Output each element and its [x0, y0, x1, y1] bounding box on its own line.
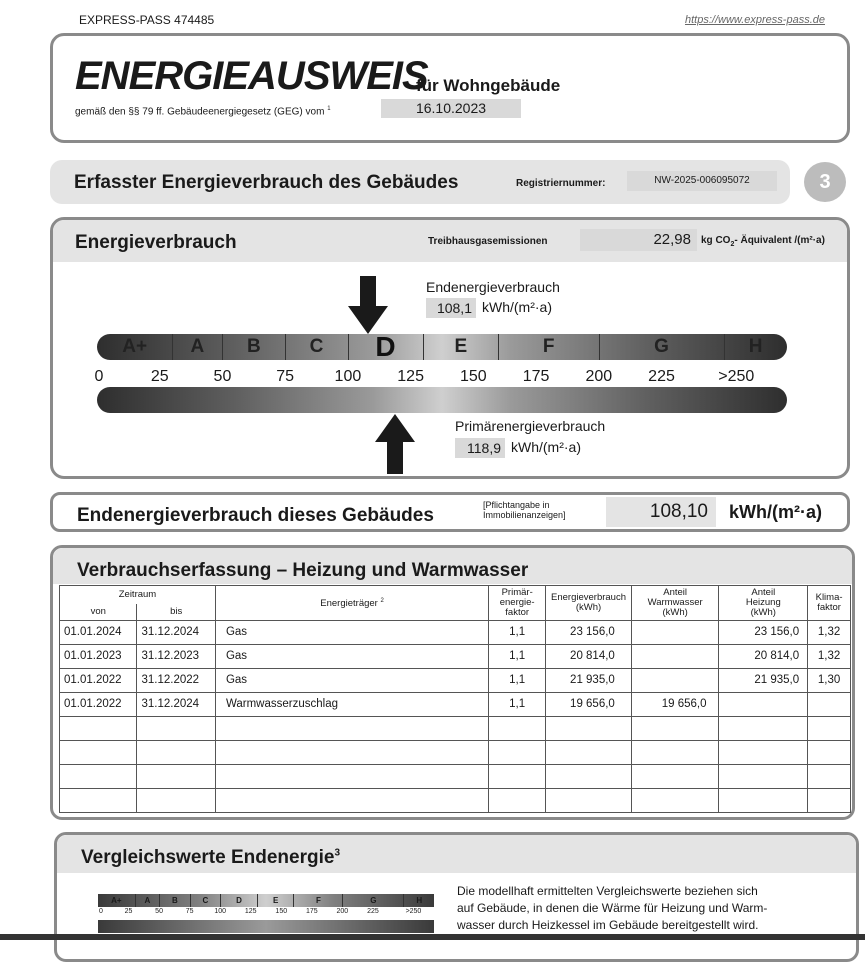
table-row — [60, 692, 851, 716]
energy-class-b: B — [246, 336, 261, 357]
registration-label: Registriernummer: — [516, 178, 606, 189]
cell-from — [60, 764, 137, 788]
mini-class-d: D — [220, 894, 257, 907]
consumption-title: Verbrauchserfassung – Heizung und Warmwasser — [77, 560, 529, 581]
mini-scale-tick: 150 — [275, 908, 288, 915]
express-pass-id: EXPRESS-PASS 474485 — [79, 13, 215, 27]
pef-header: Primär- energie- faktor — [489, 586, 546, 621]
cell-from — [60, 716, 137, 740]
title-box — [50, 33, 850, 143]
end-energy-label: Endenergieverbrauch — [426, 279, 560, 295]
cell-ww — [631, 716, 719, 740]
energy-class-bar — [97, 334, 787, 360]
cell-kf — [808, 764, 851, 788]
ghg-value: 22,98 — [580, 229, 697, 251]
table-row — [60, 788, 851, 812]
table-row — [60, 668, 851, 692]
cell-carrier: Gas — [215, 668, 488, 692]
table-row — [60, 764, 851, 788]
period-header: Zeitraum — [60, 586, 216, 604]
primary-energy-unit: kWh/(m²·a) — [511, 439, 581, 455]
to-header: bis — [137, 604, 215, 621]
building-end-energy-value: 108,10 — [606, 497, 716, 527]
cell-pef: 1,1 — [489, 620, 546, 644]
scale-tick: 150 — [460, 368, 487, 385]
cell-carrier: Gas — [215, 620, 488, 644]
cell-from: 01.01.2024 — [60, 620, 137, 644]
mini-class-c: C — [190, 894, 221, 907]
class-separator — [222, 334, 223, 360]
table-row — [60, 620, 851, 644]
cell-pef — [489, 740, 546, 764]
cell-ev — [546, 740, 632, 764]
scale-tick: 100 — [334, 368, 362, 385]
building-end-energy-label: Endenergieverbrauch dieses Gebäudes — [77, 505, 434, 526]
energy-class-h: H — [748, 336, 763, 357]
energy-title: Energieverbrauch — [75, 232, 237, 253]
mini-scale-tick: 75 — [185, 908, 194, 915]
class-separator — [498, 334, 499, 360]
class-separator — [348, 334, 349, 360]
energy-consumption-header: Energieverbrauch (kWh) — [546, 586, 632, 621]
energy-class-f: F — [542, 336, 555, 357]
cell-to — [137, 764, 215, 788]
class-separator — [423, 334, 424, 360]
end-energy-unit: kWh/(m²·a) — [482, 299, 552, 315]
end-energy-value: 108,1 — [426, 298, 476, 318]
cell-ev — [546, 764, 632, 788]
end-energy-arrow-icon — [348, 276, 388, 334]
table-row — [60, 716, 851, 740]
class-separator — [172, 334, 173, 360]
cell-carrier — [215, 764, 488, 788]
scale-tick: 175 — [522, 368, 550, 385]
cell-ev — [546, 788, 632, 812]
energy-gradient-bar — [97, 387, 787, 413]
mini-scale-tick: 25 — [124, 908, 133, 915]
scale-tick: 75 — [276, 368, 295, 385]
cell-kf: 1,32 — [808, 620, 851, 644]
cell-to — [137, 788, 215, 812]
mini-class-aplus: A+ — [111, 896, 122, 905]
scale-tick: 50 — [213, 368, 232, 385]
energy-class-aplus: A+ — [122, 336, 148, 357]
class-separator — [285, 334, 286, 360]
comparison-description: Die modellhaft ermittelten Vergleichswerte beziehen sich auf Gebäude, in denen die Wärme für Heizung und Warm- wasser durch Heizkessel im Gebäude bereitgestellt wird. — [457, 884, 768, 932]
mini-scale-tick: 100 — [214, 908, 227, 915]
primary-energy-value: 118,9 — [455, 438, 505, 458]
scale-tick: 225 — [648, 368, 675, 385]
cell-to: 31.12.2023 — [137, 644, 215, 668]
cell-hz — [719, 788, 808, 812]
cell-from — [60, 740, 137, 764]
scale-tick: 0 — [94, 368, 104, 385]
cell-pef: 1,1 — [489, 668, 546, 692]
cell-carrier: Warmwasserzuschlag — [215, 692, 488, 716]
cell-ww: 19 656,0 — [631, 692, 719, 716]
primary-energy-arrow-icon — [375, 414, 415, 474]
class-separator — [599, 334, 600, 360]
cell-ww — [631, 764, 719, 788]
mini-class-a: A — [135, 894, 159, 907]
cell-hz — [719, 716, 808, 740]
scale-tick: >250 — [718, 368, 755, 385]
cell-ev — [546, 716, 632, 740]
cell-kf: 1,32 — [808, 644, 851, 668]
cell-to: 31.12.2024 — [137, 620, 215, 644]
cell-pef — [489, 788, 546, 812]
comparison-title: Vergleichswerte Endenergie$^3$ — [81, 847, 341, 868]
scale-tick: 200 — [585, 368, 613, 385]
cell-kf — [808, 692, 851, 716]
cell-ev: 20 814,0 — [546, 644, 632, 668]
cell-hz — [719, 740, 808, 764]
mini-scale-tick: >250 — [405, 908, 422, 915]
cell-ww — [631, 788, 719, 812]
mini-class-h: H — [403, 894, 434, 907]
mini-class-e: E — [257, 894, 294, 907]
cell-kf — [808, 788, 851, 812]
from-header: von — [60, 604, 137, 621]
comparison-gradient-bar — [98, 920, 434, 933]
cell-hz — [719, 764, 808, 788]
cell-ww — [631, 668, 719, 692]
cell-pef: 1,1 — [489, 692, 546, 716]
class-separator — [724, 334, 725, 360]
mini-scale-tick: 225 — [367, 908, 379, 915]
mini-scale-tick: 125 — [244, 908, 257, 915]
page-number-badge: 3 — [804, 162, 846, 202]
energy-class-c: C — [309, 336, 324, 357]
cell-carrier: Gas — [215, 644, 488, 668]
warm-water-header: Anteil Warmwasser (kWh) — [631, 586, 719, 621]
mini-class-f: F — [293, 894, 342, 907]
scale-tick: 25 — [150, 368, 169, 385]
scale-tick: 125 — [397, 368, 424, 385]
legal-basis: gemäß den §§ 79 ff. Gebäudeenergiegesetz (GEG) vom $^1$ — [75, 106, 331, 118]
cell-carrier — [215, 716, 488, 740]
cell-hz — [719, 692, 808, 716]
ghg-label: Treibhausgasemissionen — [428, 236, 548, 247]
mini-scale-tick: 200 — [336, 908, 349, 915]
document-title: ENERGIEAUSWEIS — [75, 54, 428, 98]
energy-class-d: D — [375, 334, 396, 360]
cell-from: 01.01.2022 — [60, 692, 137, 716]
cell-ww — [631, 620, 719, 644]
cell-to: 31.12.2024 — [137, 692, 215, 716]
carrier-header: Energieträger $^2$ — [215, 586, 488, 621]
energy-class-e: E — [454, 336, 468, 357]
section-title: Erfasster Energieverbrauch des Gebäudes — [74, 172, 459, 193]
cell-kf — [808, 716, 851, 740]
cell-ev: 21 935,0 — [546, 668, 632, 692]
mini-class-g: G — [342, 894, 403, 907]
section-header — [50, 160, 790, 204]
document-subtitle: für Wohngebäude — [416, 76, 561, 95]
cell-from: 01.01.2023 — [60, 644, 137, 668]
table-row — [60, 740, 851, 764]
energy-class-g: G — [654, 336, 669, 357]
cell-pef — [489, 716, 546, 740]
cell-hz: 21 935,0 — [719, 668, 808, 692]
registration-number: NW-2025-006095072 — [627, 171, 777, 191]
cell-from — [60, 788, 137, 812]
primary-energy-label: Primärenergieverbrauch — [455, 418, 606, 434]
cell-carrier — [215, 788, 488, 812]
mini-class-b: B — [159, 894, 190, 907]
cell-pef — [489, 764, 546, 788]
building-end-energy-box — [50, 492, 850, 532]
bottom-edge — [0, 934, 865, 940]
cell-to — [137, 716, 215, 740]
ghg-unit: kg $CO_2-$ Äquivalent /(m²·a) — [701, 235, 825, 248]
cell-ww — [631, 644, 719, 668]
cell-kf — [808, 740, 851, 764]
cell-kf: 1,30 — [808, 668, 851, 692]
consumption-table — [59, 585, 851, 813]
cell-to: 31.12.2022 — [137, 668, 215, 692]
climate-factor-header: Klima- faktor — [808, 586, 851, 621]
mini-scale-tick: 175 — [305, 908, 318, 915]
mini-scale-tick: 0 — [99, 908, 103, 915]
table-row — [60, 644, 851, 668]
mini-scale-tick: 50 — [155, 908, 163, 915]
website-link[interactable]: https://www.express-pass.de — [684, 14, 825, 26]
cell-hz: 20 814,0 — [719, 644, 808, 668]
cell-ev: 23 156,0 — [546, 620, 632, 644]
heating-header: Anteil Heizung (kWh) — [719, 586, 808, 621]
cell-from: 01.01.2022 — [60, 668, 137, 692]
cell-carrier — [215, 740, 488, 764]
comparison-class-bar — [98, 894, 434, 907]
building-end-energy-unit: kWh/(m²·a) — [729, 502, 822, 522]
cell-pef: 1,1 — [489, 644, 546, 668]
cell-ww — [631, 740, 719, 764]
mandatory-note: [Pflichtangabe in Immobilienanzeigen] — [483, 500, 566, 520]
issue-date: 16.10.2023 — [381, 99, 521, 118]
cell-hz: 23 156,0 — [719, 620, 808, 644]
cell-to — [137, 740, 215, 764]
energy-class-a: A — [190, 336, 205, 357]
cell-ev: 19 656,0 — [546, 692, 632, 716]
